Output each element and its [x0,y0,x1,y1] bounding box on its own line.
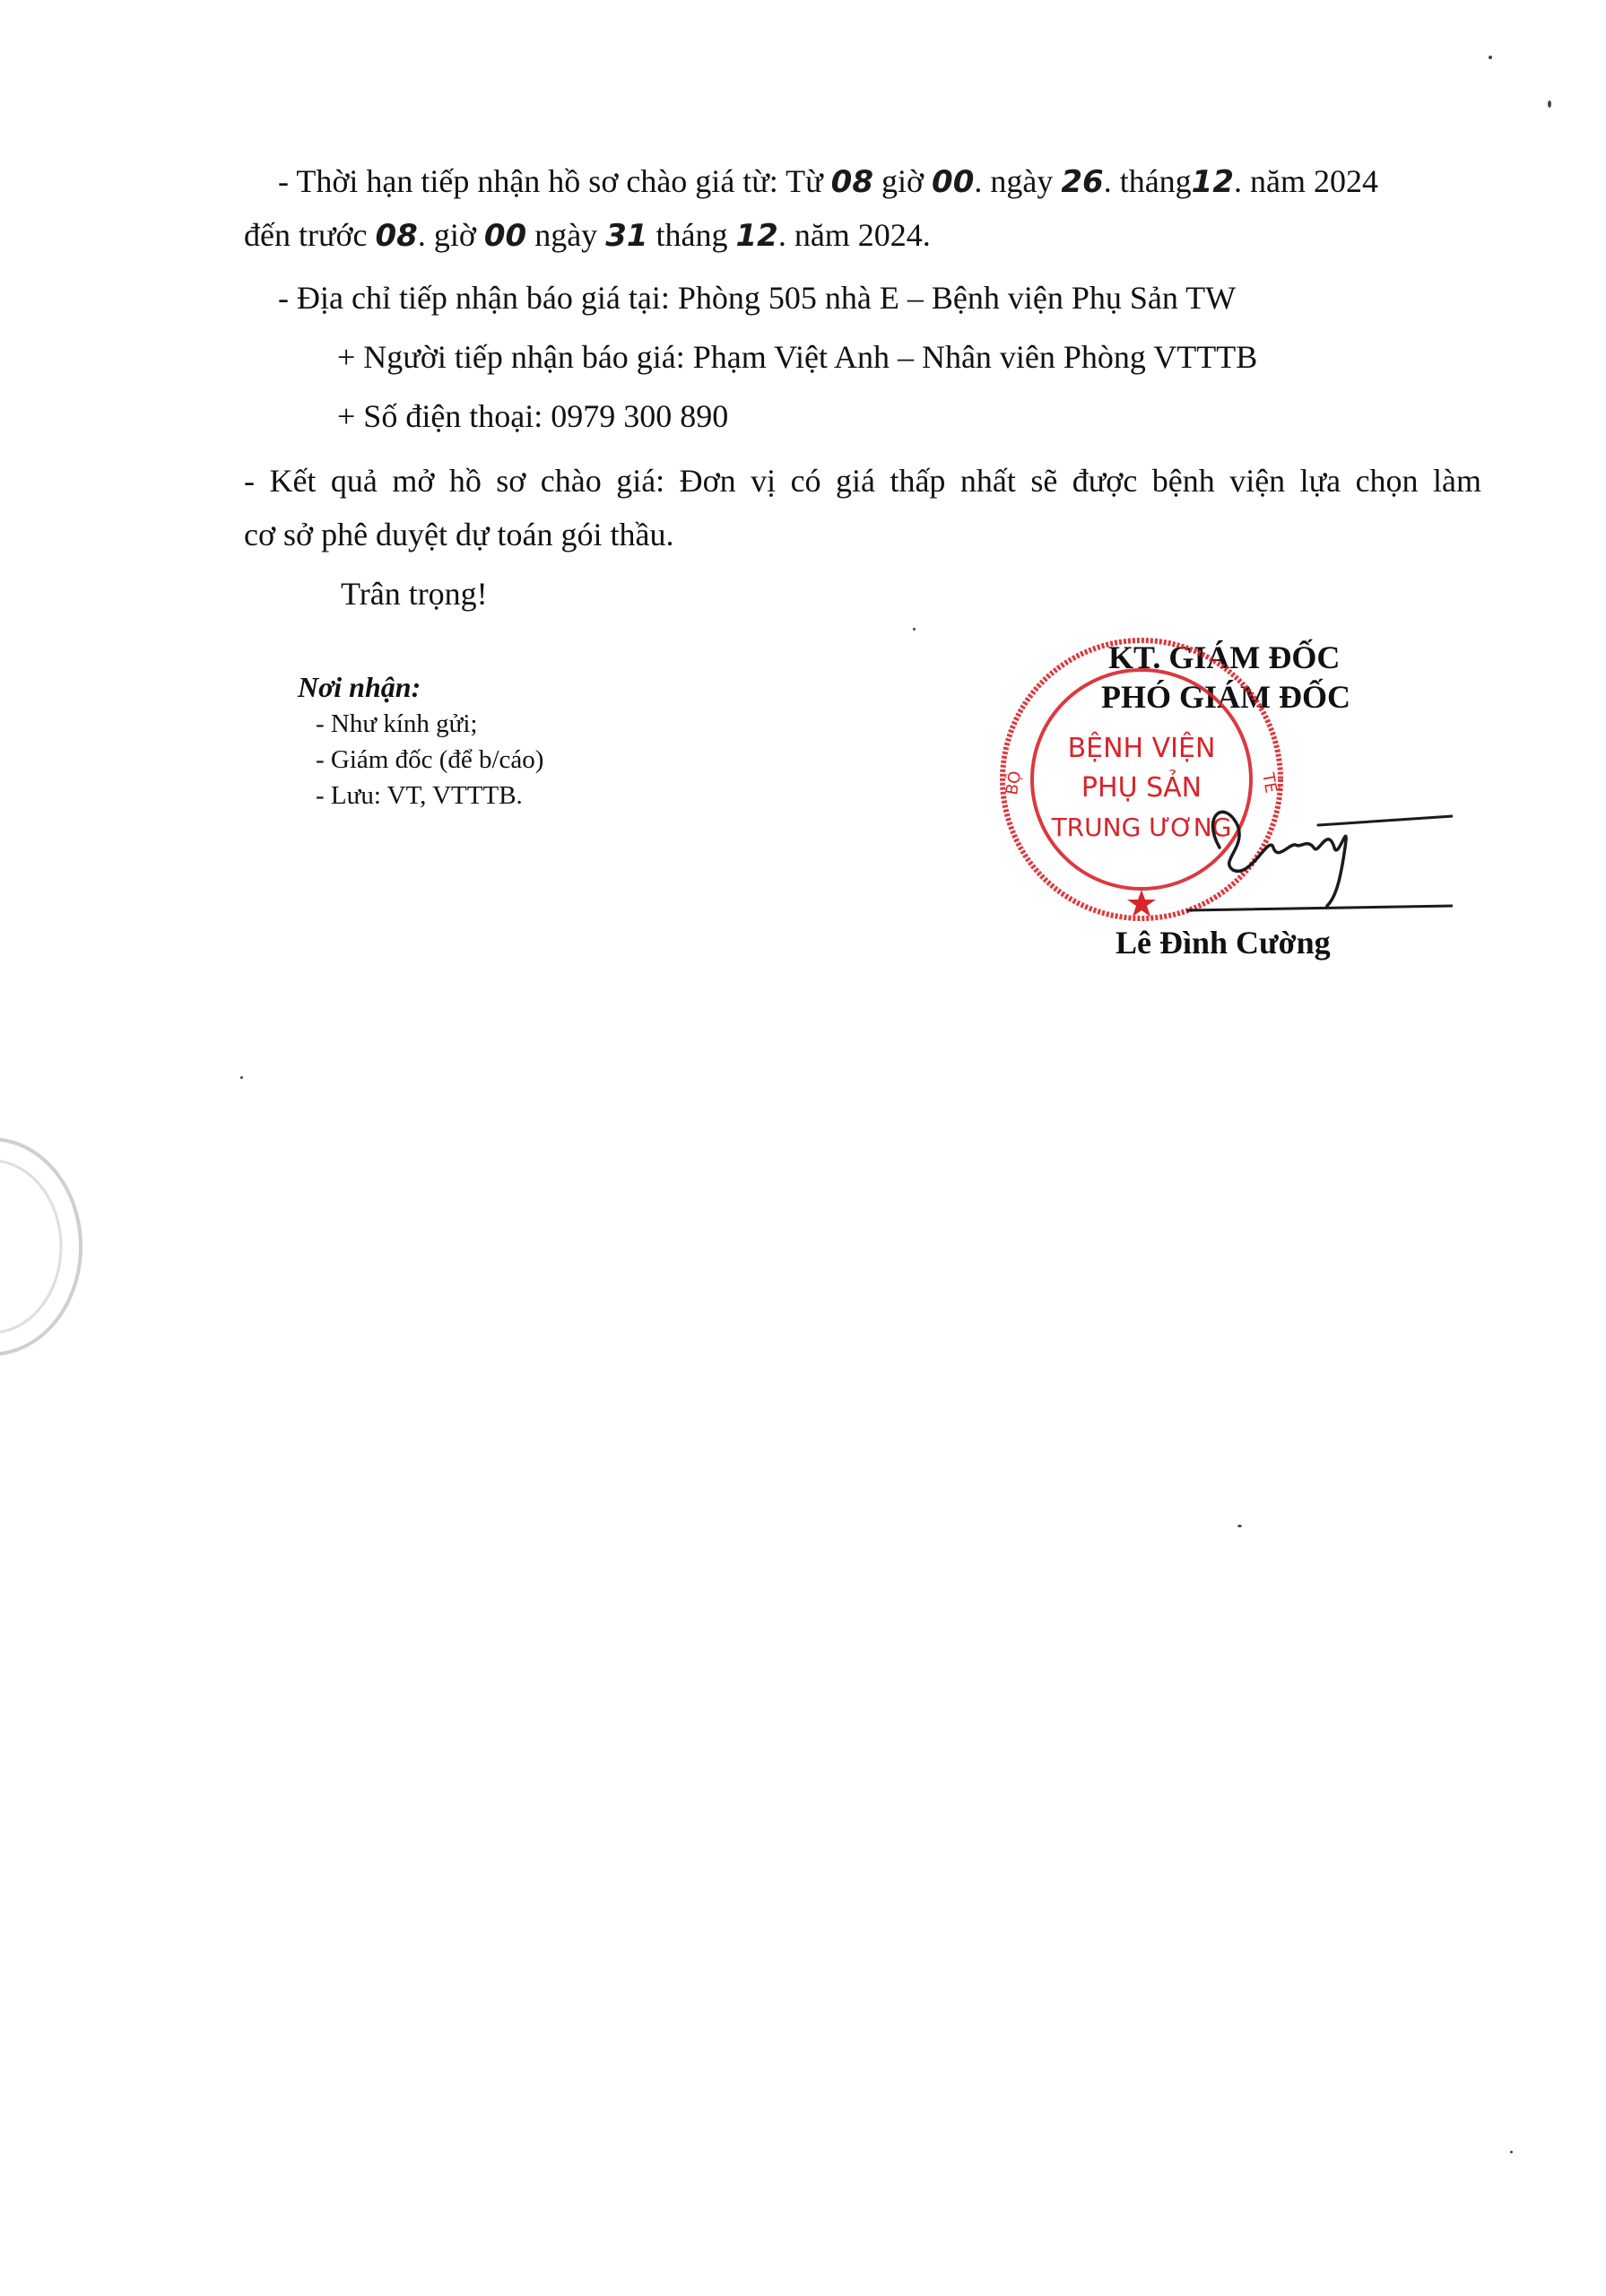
start-day-handwritten: 26 [1061,164,1104,200]
signer-name: Lê Đình Cường [1116,925,1331,961]
receiver-line: + Người tiếp nhận báo giá: Phạm Việt Anh – Nhân viên Phòng VTTTB [337,339,1258,375]
recipients-title: Nơi nhận: [298,671,421,703]
recipient-item: - Giám đốc (để b/cáo) [316,745,544,774]
signature-title-2: PHÓ GIÁM ĐỐC [1101,679,1350,715]
end-month-handwritten: 12 [735,218,778,254]
scan-speck [1510,2151,1513,2153]
start-hour-handwritten: 08 [830,164,873,200]
handwritten-signature [1184,762,1453,915]
until-label: đến trước [244,217,368,253]
day-label: . ngày [974,163,1054,199]
recipient-item: - Lưu: VT, VTTTB. [316,781,523,810]
scan-speck [1237,1525,1242,1527]
start-minute-handwritten: 00 [932,164,975,200]
result-line-1: - Kết quả mở hồ sơ chào giá: Đơn vị có giá thấp nhất sẽ được bệnh viện lựa chọn làm [244,463,1481,499]
scan-speck [1489,56,1492,59]
address-line: - Địa chỉ tiếp nhận báo giá tại: Phòng 505 nhà E – Bệnh viện Phụ Sản TW [278,280,1237,316]
scan-speck [240,1076,243,1079]
end-day-handwritten: 31 [605,218,648,254]
year-label: . năm 2024 [1234,163,1378,199]
day-label-2: ngày [534,217,598,253]
seal-line-1: BỆNH VIỆN [1067,733,1216,764]
recipient-item: - Như kính gửi; [316,709,478,738]
phone-line: + Số điện thoại: 0979 300 890 [337,398,729,434]
signature-title-1: KT. GIÁM ĐỐC [1108,639,1341,675]
end-minute-handwritten: 00 [483,218,527,254]
month-label-2: tháng [655,217,728,253]
seal-star-icon [1127,890,1156,917]
bidding-period-label: - Thời hạn tiếp nhận hồ sơ chào giá từ: Từ [278,163,823,199]
result-line-2: cơ sở phê duyệt dự toán gói thầu. [244,517,674,552]
faint-stamp-watermark [0,1130,90,1363]
closing-greeting: Trân trọng! [341,576,488,612]
bidding-period-line-1 [278,161,1378,202]
hour-label: giờ [881,163,925,199]
end-hour-handwritten: 08 [375,218,418,254]
hour-label-2: . giờ [417,217,476,253]
seal-line-3: TRUNG ƯƠNG [1051,813,1232,842]
scan-speck [1548,100,1551,108]
bidding-period-line-2 [244,215,931,256]
seal-right-mark: TẾ [1258,771,1280,795]
seal-line-2: PHỤ SẢN [1081,772,1202,804]
start-month-handwritten: 12 [1191,164,1234,200]
seal-left-mark: BỘ [1002,770,1026,796]
month-label: . tháng [1103,163,1192,199]
year-label-2: . năm 2024. [777,217,931,253]
scan-speck [913,628,916,631]
